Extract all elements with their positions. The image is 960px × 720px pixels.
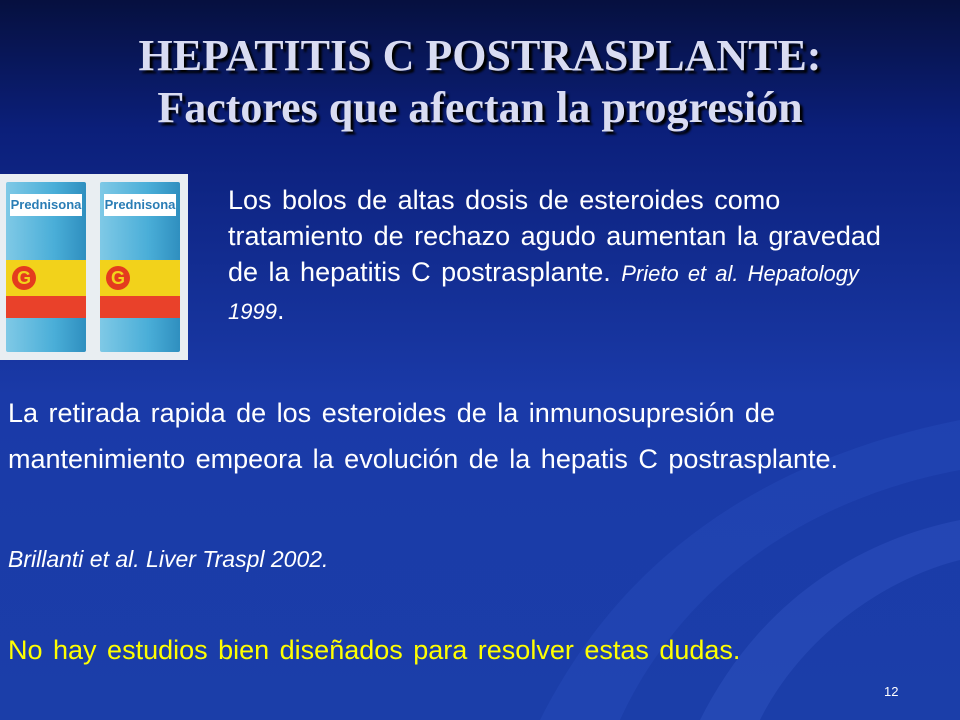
paragraph-end: . — [276, 295, 285, 325]
paragraph-steroid-withdrawal: La retirada rapida de los esteroides de la inmunosupresión de mantenimiento empeora la evolución de la hepatis C postrasplante. — [8, 398, 838, 474]
conclusion-note: No hay estudios bien diseñados para resolver estas dudas. — [8, 635, 741, 665]
generic-g-icon: G — [106, 266, 130, 290]
paragraph-text: Los bolos de altas dosis de esteroides como tratamiento de rechazo agudo aumentan la gravedad de la hepatitis C postrasplante. — [228, 185, 881, 287]
citation-prieto: Prieto et al. Hepatology 1999 — [228, 261, 859, 324]
generic-g-icon: G — [12, 266, 36, 290]
prednisona-boxes-image — [0, 174, 188, 360]
box-red-band — [100, 296, 180, 318]
slide-title — [0, 30, 960, 134]
medicine-box-right — [100, 182, 180, 352]
medicine-box-left — [6, 182, 86, 352]
box-brand-label: Prednisona — [10, 194, 82, 216]
box-brand-label: Prednisona — [104, 194, 176, 216]
title-line-1: HEPATITIS C POSTRASPLANTE: — [138, 31, 822, 80]
title-line-2: Factores que afectan la progresión — [157, 83, 803, 132]
page-number: 12 — [884, 684, 899, 699]
citation-brillanti: Brillanti et al. Liver Traspl 2002. — [8, 546, 329, 572]
box-red-band — [6, 296, 86, 318]
paragraph-steroid-bolus — [228, 182, 918, 330]
